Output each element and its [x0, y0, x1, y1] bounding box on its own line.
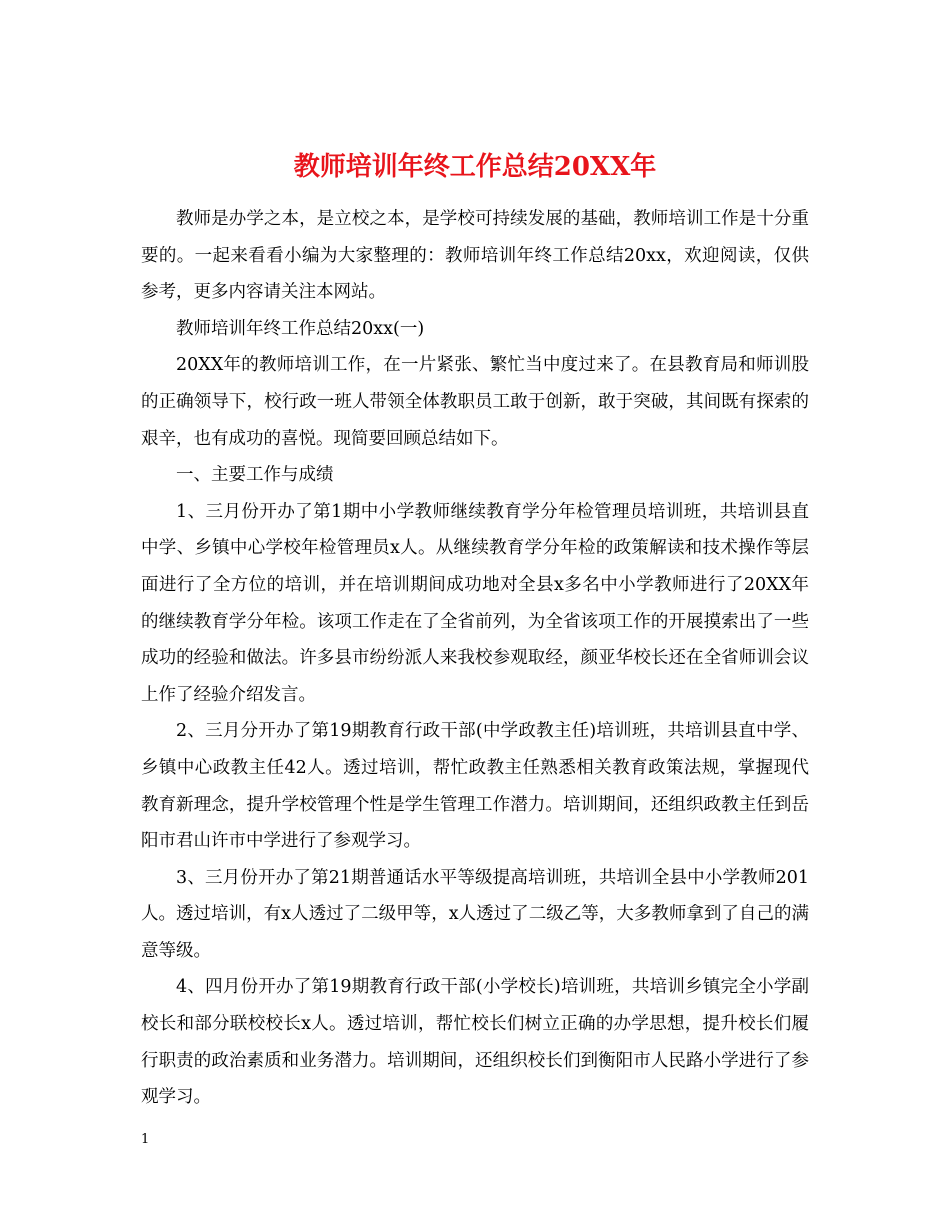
document-title: 教师培训年终工作总结20XX年	[293, 152, 657, 183]
document-body	[141, 201, 809, 1116]
work-item-3: 3、三月份开办了第21期普通话水平等级提高培训班，共培训全县中小学教师201人。透过培训，有x人透过了二级甲等，x人透过了二级乙等，大多教师拿到了自己的满意等级。	[141, 867, 809, 961]
work-item-4: 4、四月份开办了第19期教育行政干部(小学校长)培训班，共培训乡镇完全小学副校长和部分联校校长x人。透过培训，帮忙校长们树立正确的办学思想，提升校长们履行职责的政治素质和业务潜力。培训期间，还组织校长们到衡阳市人民路小学进行了参观学习。	[141, 977, 809, 1108]
page-number: 1	[141, 1132, 150, 1147]
work-item-1: 1、三月份开办了第1期中小学教师继续教育学分年检管理员培训班，共培训县直中学、乡镇中心学校年检管理员x人。从继续教育学分年检的政策解读和技术操作等层面进行了全方位的培训，并在培训期间成功地对全县x多名中小学教师进行了20XX年的继续教育学分年检。该项工作走在了全省前列，为全省该项工作的开展摸索出了一些成功的经验和做法。许多县市纷纷派人来我校参观取经，颜亚华校长还在全省师训会议上作了经验介绍发言。	[141, 501, 809, 705]
subsection-heading: 一、主要工作与成绩	[176, 465, 334, 486]
summary-paragraph: 20XX年的教师培训工作，在一片紧张、繁忙当中度过来了。在县教育局和师训股的正确领导下，校行政一班人带领全体教职员工敢于创新，敢于突破，其间既有探索的艰辛，也有成功的喜悦。现简要回顾总结如下。	[141, 355, 809, 449]
intro-paragraph: 教师是办学之本，是立校之本，是学校可持续发展的基础，教师培训工作是十分重要的。一起来看看小编为大家整理的：教师培训年终工作总结20xx，欢迎阅读，仅供参考，更多内容请关注本网站。	[141, 209, 809, 303]
section-heading: 教师培训年终工作总结20xx(一)	[176, 318, 425, 339]
work-item-2: 2、三月分开办了第19期教育行政干部(中学政教主任)培训班，共培训县直中学、乡镇中心政教主任42人。透过培训，帮忙政教主任熟悉相关教育政策法规，掌握现代教育新理念，提升学校管理个性是学生管理工作潜力。培训期间，还组织政教主任到岳阳市君山许市中学进行了参观学习。	[141, 721, 809, 852]
